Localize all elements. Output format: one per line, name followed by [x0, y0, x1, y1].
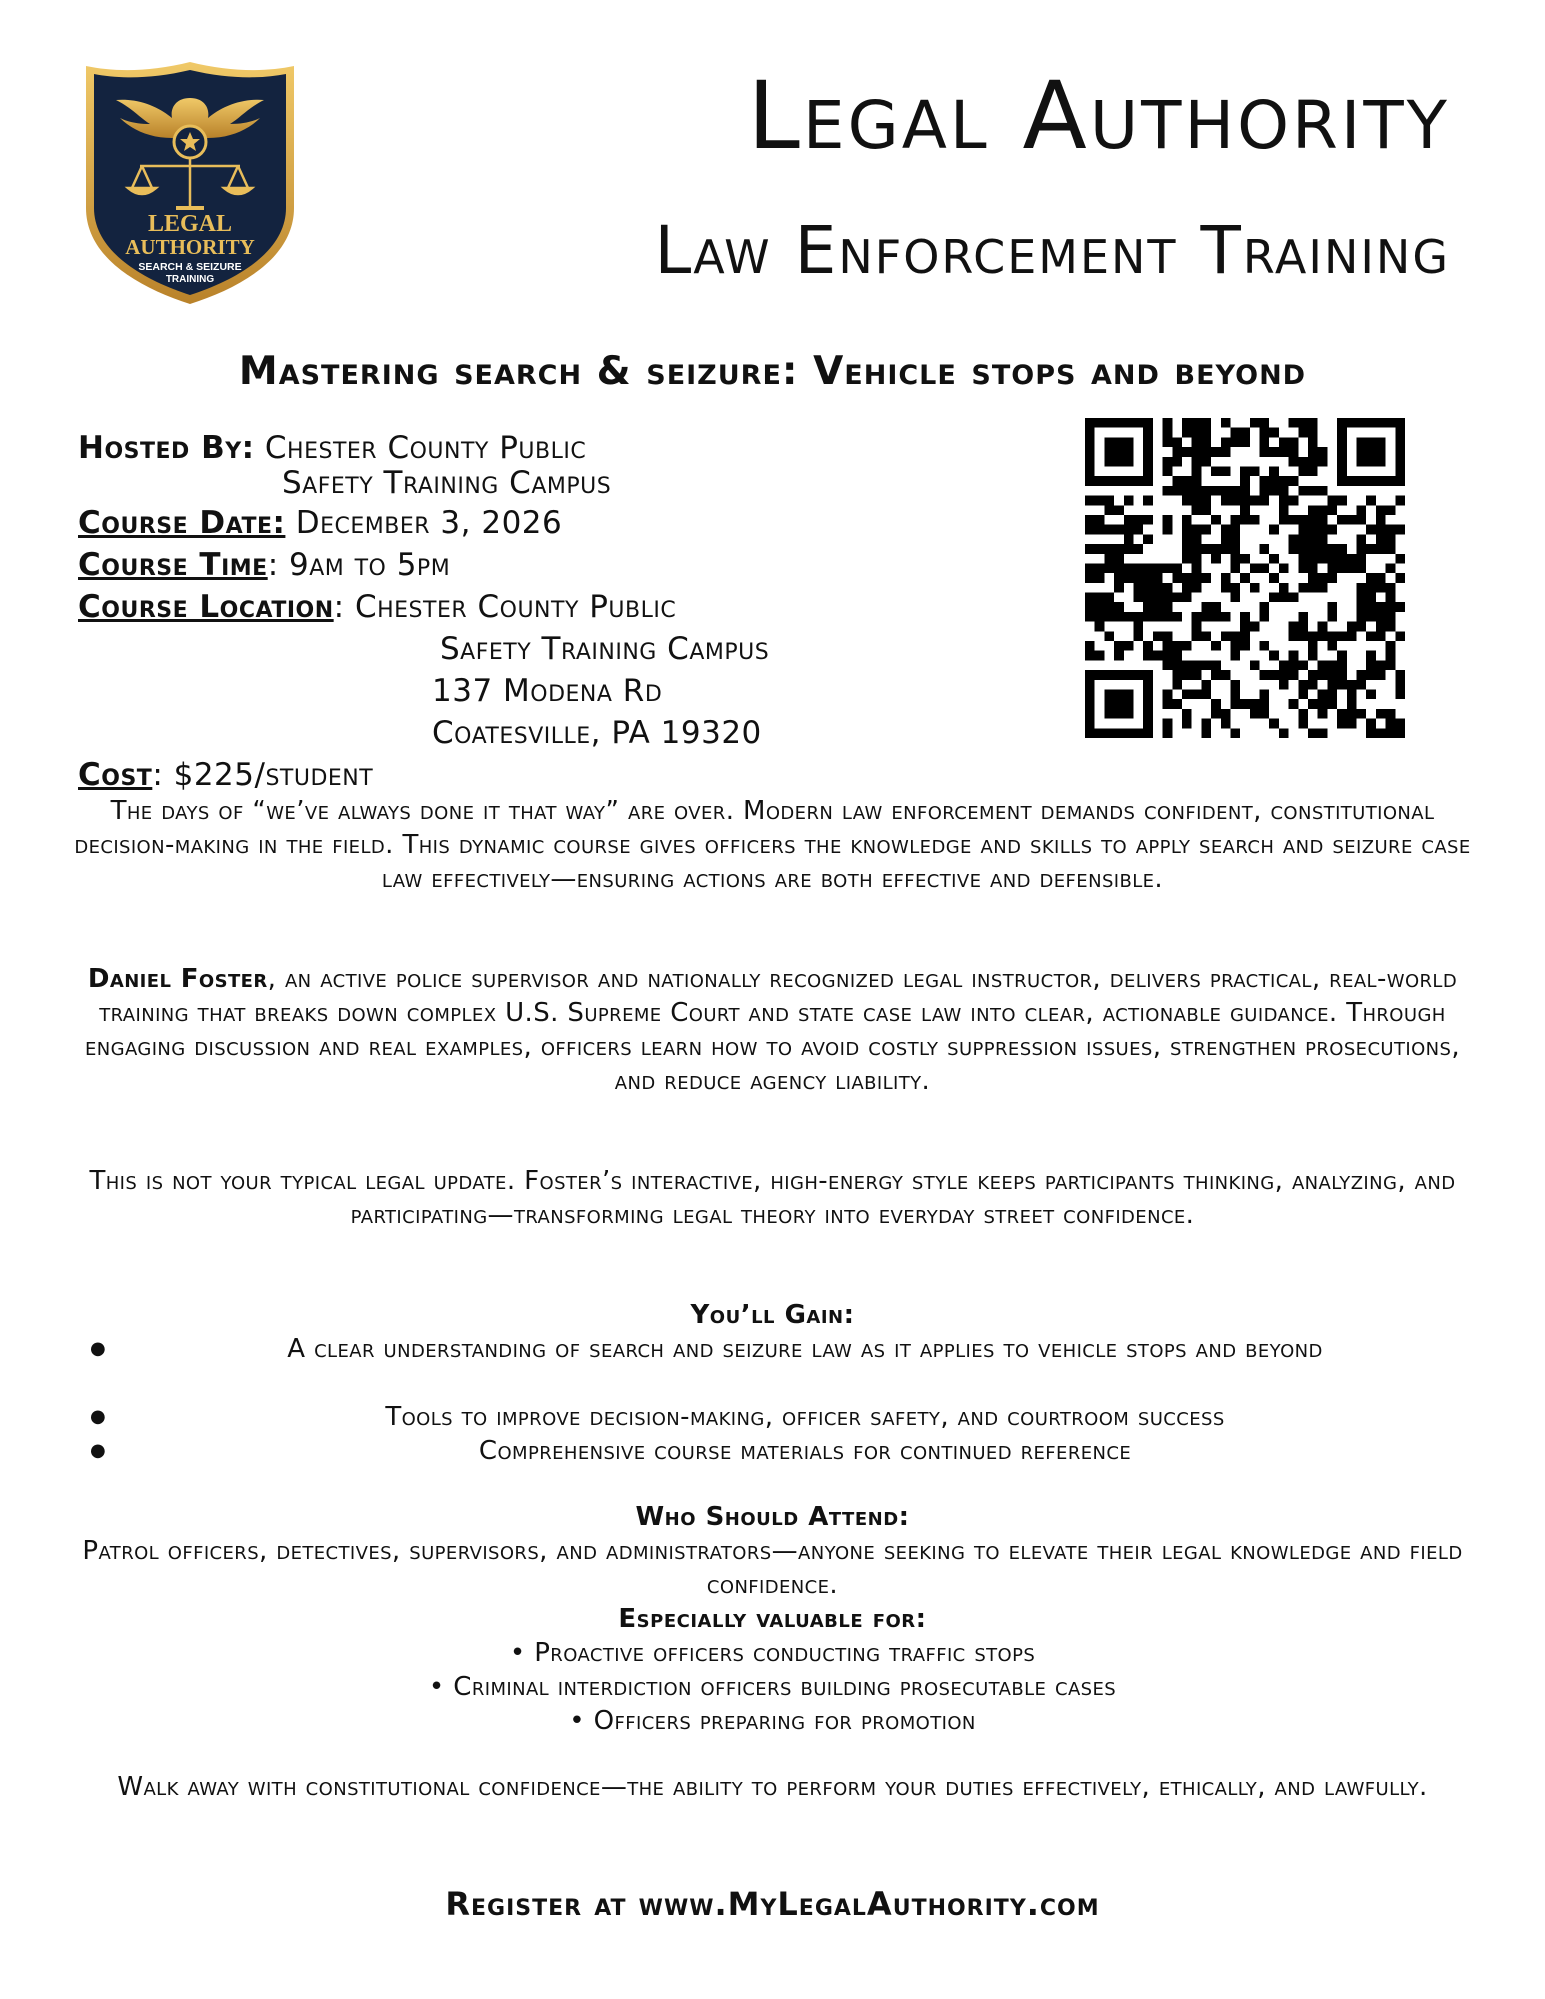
course-location-line3: 137 Modena Rd	[432, 673, 663, 709]
cost-value: : $225/student	[152, 757, 374, 793]
closing-paragraph: Walk away with constitutional confidence—the ability to perform your duties effectively, ethically, and lawfully.	[117, 1772, 1428, 1802]
page-title: Legal Authority	[747, 62, 1450, 171]
logo-text-search-seizure: SEARCH & SEIZURE	[138, 261, 242, 273]
hosted-by-value: Chester County Public	[264, 430, 587, 466]
cost-label: Cost	[78, 757, 153, 793]
bullet-icon: ●	[90, 1406, 107, 1427]
logo-text-authority: AUTHORITY	[125, 235, 255, 259]
list-item	[90, 1332, 1480, 1366]
hosted-by-value-line2: Safety Training Campus	[282, 465, 612, 501]
course-date-label: Course Date:	[78, 505, 286, 541]
course-date-row	[78, 505, 563, 541]
course-location-row	[78, 589, 677, 625]
legal-authority-logo	[80, 58, 300, 308]
course-title: Mastering search & seizure: Vehicle stops and beyond	[238, 349, 1307, 394]
valuable-heading: Especially valuable for:	[618, 1604, 927, 1634]
gain-item-text: Comprehensive course materials for continued reference	[478, 1436, 1132, 1466]
course-location-line1: : Chester County Public	[333, 589, 677, 625]
instructor-name: Daniel Foster	[87, 964, 268, 994]
instructor-description: , an active police supervisor and nationally recognized legal instructor, delivers practical, real-world training that breaks down complex U.S. Supreme Court and state case law into clear, actionable guidance. Through engaging discussion and real examples, officers learn how to avoid costly suppression issues, strengthen prosecutions, and reduce agency liability.	[84, 964, 1461, 1096]
attend-heading: Who Should Attend:	[635, 1502, 910, 1532]
style-paragraph: This is not your typical legal update. Foster’s interactive, high-energy style keeps participants thinking, analyzing, and participating—transforming legal theory into everyday street confidence.	[89, 1166, 1456, 1230]
bullet-icon: ●	[90, 1440, 107, 1461]
intro-paragraph: The days of “we’ve always done it that way” are over. Modern law enforcement demands confident, constitutional decision-making in the field. This dynamic course gives officers the knowledge and skills to apply search and seizure case law effectively—ensuring actions are both effective and defensible.	[74, 796, 1471, 894]
course-location-line4: Coatesville, PA 19320	[432, 715, 762, 751]
list-item	[90, 1434, 1480, 1468]
hosted-by-row	[78, 430, 587, 466]
course-location-label: Course Location	[78, 589, 334, 625]
qr-code-icon[interactable]	[1085, 418, 1405, 738]
list-item	[90, 1400, 1480, 1434]
gain-heading: You’ll Gain:	[690, 1300, 855, 1330]
course-time-label: Course Time	[78, 547, 268, 583]
register-link[interactable]: Register at www.MyLegalAuthority.com	[445, 1885, 1100, 1923]
list-item: • Criminal interdiction officers building prosecutable cases	[428, 1672, 1117, 1702]
gain-item-text: A clear understanding of search and seizure law as it applies to vehicle stops and beyond	[287, 1334, 1323, 1364]
course-location-line2: Safety Training Campus	[440, 631, 770, 667]
gain-item-text: Tools to improve decision-making, officer safety, and courtroom success	[385, 1402, 1225, 1432]
logo-text-legal: LEGAL	[147, 211, 233, 237]
hosted-by-label: Hosted By:	[78, 430, 255, 466]
bullet-icon: ●	[90, 1338, 107, 1359]
attend-text: Patrol officers, detectives, supervisors, and administrators—anyone seeking to elevate their legal knowledge and field confidence.	[82, 1536, 1463, 1600]
course-date-value: December 3, 2026	[295, 505, 563, 541]
logo-text-training: TRAINING	[165, 274, 215, 285]
page-subtitle: Law Enforcement Training	[654, 212, 1450, 289]
course-time-row	[78, 547, 451, 583]
course-time-value: : 9am to 5pm	[267, 547, 451, 583]
cost-row	[78, 757, 374, 793]
list-item: • Officers preparing for promotion	[569, 1706, 976, 1736]
instructor-paragraph	[70, 962, 1475, 1098]
list-item: • Proactive officers conducting traffic stops	[509, 1638, 1036, 1668]
